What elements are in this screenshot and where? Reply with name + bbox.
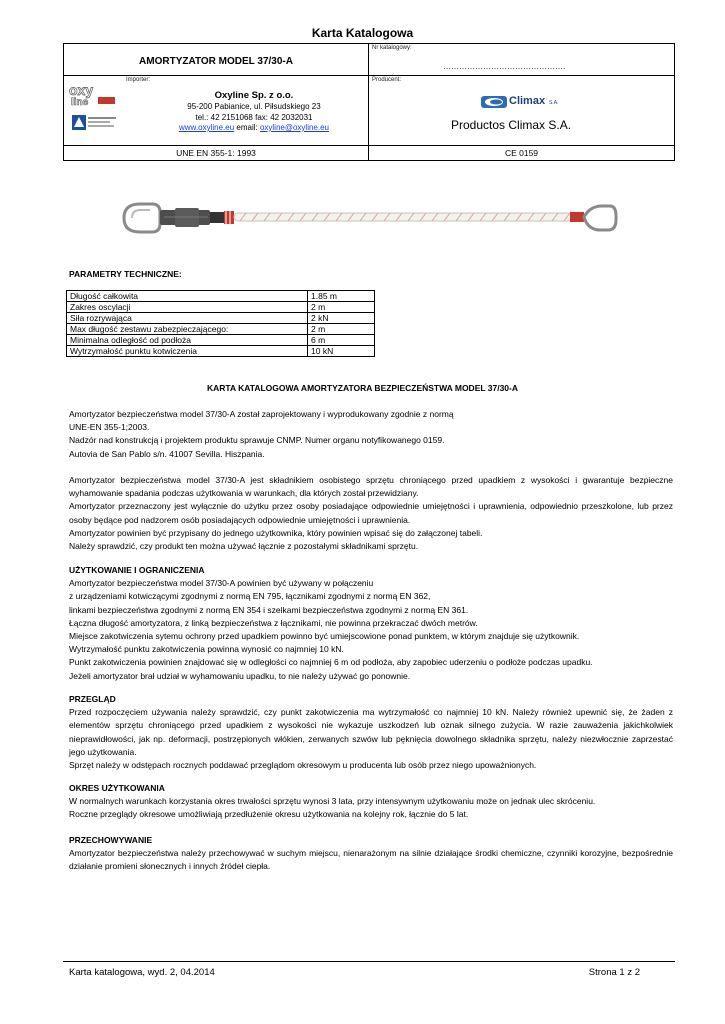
climax-logo-suffix: S.A. <box>549 100 559 106</box>
param-label: Minimalna odległość od podłoża <box>67 335 308 346</box>
description-block <box>69 474 673 553</box>
param-label: Zakres oscylacji <box>67 302 308 313</box>
main-title: KARTA KATALOGOWA AMORTYZATORA BEZPIECZEŃSTWA MODEL 37/30-A <box>206 383 519 393</box>
table-row <box>67 313 375 324</box>
param-value: 10 kN <box>308 346 375 357</box>
certification-logo <box>72 115 118 130</box>
param-label: Wytrzymałość punktu kotwiczenia <box>67 346 308 357</box>
lifetime-section <box>69 782 673 822</box>
svg-text:oxy: oxy <box>69 82 94 98</box>
usage-line: Amortyzator bezpieczeństwa model 37/30-A powinien być używany w połączeniu <box>69 578 374 589</box>
inspection-paragraph: Przed rozpoczęciem używania należy sprawdzić, czy punkt zakotwiczenia ma wytrzymałość co najmniej 10 kN. Należy również upewnić się, że żaden z elementów sprzętu chroniącego przed upadkiem z wysokości nie wykazuje uszkodzeń lub oznak silnego zużycia. W razie zauważenia jakichkolwiek nieprawidłowości, jak np. deformacji, postrzępionych włókien, zerwanych szwów lub pęknięcia dowolnego składnika sprzętu, należy niezwłocznie zaprzestać jego użytkowania. <box>69 707 673 757</box>
inspection-paragraph: Sprzęt należy w odstępach rocznych poddawać przeglądom okresowym u producenta lub osób przez niego upoważnionych. <box>69 760 537 771</box>
oxyline-logo <box>68 82 118 107</box>
email-label: email: <box>236 123 258 132</box>
footer-divider <box>63 961 675 962</box>
storage-text: Amortyzator bezpieczeństwa należy przechowywać w suchym miejscu, nienarażonym na silnie działające środki chemiczne, czynniki korozyjne, bezpośrednie działanie promieni słonecznych i innych źródeł ciepła. <box>69 848 673 872</box>
intro-line: Nadzór nad konstrukcją i projektem produktu sprawuje CNMP. Numer organu notyfikowanego 0159. <box>69 435 445 446</box>
intro-line: Amortyzator bezpieczeństwa model 37/30-A został zaprojektowany i wyprodukowany zgodnie z normą <box>69 409 454 419</box>
header-table <box>63 43 675 161</box>
storage-section <box>69 834 673 874</box>
document-title: Karta Katalogowa <box>311 26 414 40</box>
importer-phones: tel.: 42 2151068 fax: 42 2032031 <box>195 112 313 122</box>
inspection-heading: PRZEGLĄD <box>69 694 116 704</box>
lifetime-line: Roczne przeglądy okresowe umożliwiają przedłużenie okresu użytkowania na kolejny rok, łącznie do 5 lat. <box>69 809 469 820</box>
params-heading: PARAMETRY TECHNICZNE: <box>69 269 182 279</box>
usage-line: z urządzeniami kotwiczącymi zgodnymi z normą EN 795, łącznikami zgodnymi z normą EN 362, <box>69 591 431 602</box>
model-title: AMORTYZATOR MODEL 37/30-A <box>64 44 369 76</box>
intro-line: UNE-EN 355-1;2003. <box>69 422 150 433</box>
svg-text:line: line <box>71 97 89 107</box>
usage-line: Łączna długość amortyzatora, z linką bezpieczeństwa z łącznikami, nie powinna przekraczać dwóch metrów. <box>69 617 478 628</box>
catalog-number-cell <box>369 44 675 76</box>
ce-mark-cell: CE 0159 <box>369 146 675 161</box>
intro-block <box>69 408 673 461</box>
param-label: Siła rozrywająca <box>67 313 308 324</box>
usage-line: Jeżeli amortyzator brał udział w wyhamowaniu upadku, to nie należy używać go ponownie. <box>69 670 411 681</box>
table-row <box>67 335 375 346</box>
inspection-section <box>69 693 673 772</box>
usage-line: Wytrzymałość punktu zakotwiczenia powinna wynosić co najmniej 10 kN. <box>69 644 344 655</box>
importer-address: 95-200 Pabianice, ul. Piłsudskiego 23 <box>187 102 321 111</box>
description-paragraph: Amortyzator bezpieczeństwa model 37/30-A jest składnikiem osobistego sprzętu chroniącego przed upadkiem z wysokości i gwarantuje bezpieczne wyhamowanie spadania podczas użytkowania w warunkach, dla których został przewidziany. <box>69 475 673 499</box>
description-paragraph: Należy sprawdzić, czy produkt ten można używać łącznie z pozostałymi składnikami sprzętu. <box>69 541 419 552</box>
param-label: Długość całkowita <box>67 291 308 302</box>
table-row <box>67 291 375 302</box>
table-row <box>67 324 375 335</box>
param-value: 2 kN <box>308 313 375 324</box>
usage-line: Punkt zakotwiczenia powinien znajdować się w odległości co najmniej 6 m od podłoża, aby zapobiec uderzeniu o podłoże podczas upadku. <box>69 657 593 668</box>
usage-line: Miejsce zakotwiczenia sytemu ochrony przed upadkiem powinno być umiejscowione ponad punktem, w którym znajduje się użytkownik. <box>69 631 580 642</box>
climax-logo-text: Climax <box>509 95 546 107</box>
param-label: Max długość zestawu zabezpieczającego: <box>67 324 308 335</box>
footer-edition: Karta katalogowa, wyd. 2, 04.2014 <box>69 967 215 978</box>
usage-section <box>69 564 673 683</box>
intro-line: Autovia de San Pablo s/n. 41007 Sevilla. Hiszpania. <box>69 448 265 459</box>
description-paragraph: Amortyzator powinien być przypisany do jednego użytkownika, który powinien wpisać się do załączonej tabeli. <box>69 527 483 538</box>
params-table <box>66 290 375 357</box>
producer-name: Productos Climax S.A. <box>451 118 572 132</box>
importer-name: Oxyline Sp. z o.o. <box>214 90 294 101</box>
product-image <box>120 196 620 240</box>
importer-cell <box>64 76 369 146</box>
producer-label: Producent: <box>372 77 402 83</box>
storage-heading: PRZECHOWYWANIE <box>69 835 153 845</box>
lifetime-line: W normalnych warunkach korzystania okres trwałości sprzętu wynosi 3 lata, przy intensywnym użytkowaniu może on jednak ulec skróceniu. <box>69 796 596 807</box>
usage-heading: UŻYTKOWANIE I OGRANICZENIA <box>69 565 205 575</box>
catalog-number-value: ………………………………………. <box>443 62 566 71</box>
description-paragraph: Amortyzator przeznaczony jest wyłącznie do użytku przez osoby posiadające odpowiednie umiejętności i uprawnienia, odpowiednio przeszkolone, lub przez osoby będące pod nadzorem osób posiadających odpowiednie umiejętności i uprawnienia. <box>69 501 673 525</box>
param-value: 2 m <box>308 324 375 335</box>
importer-label: Importer: <box>126 77 151 83</box>
param-value: 1.85 m <box>308 291 375 302</box>
producer-cell <box>369 76 675 146</box>
footer-page-number: Strona 1 z 2 <box>588 967 640 978</box>
lifetime-heading: OKRES UŻYTKOWANIA <box>69 783 165 793</box>
catalog-number-label: Nr katalogowy: <box>372 45 412 51</box>
param-value: 2 m <box>308 302 375 313</box>
importer-email-link[interactable]: oxyline@oxyline.eu <box>259 123 329 132</box>
table-row <box>67 346 375 357</box>
importer-website-link[interactable]: www.oxyline.eu <box>179 123 235 132</box>
standard-cell: UNE EN 355-1: 1993 <box>64 146 369 161</box>
table-row <box>67 302 375 313</box>
param-value: 6 m <box>308 335 375 346</box>
usage-line: linkami bezpieczeństwa zgodnymi z normą EN 354 i szelkami bezpieczeństwa zgodnymi z normą EN 361. <box>69 604 469 615</box>
importer-details <box>134 90 374 134</box>
